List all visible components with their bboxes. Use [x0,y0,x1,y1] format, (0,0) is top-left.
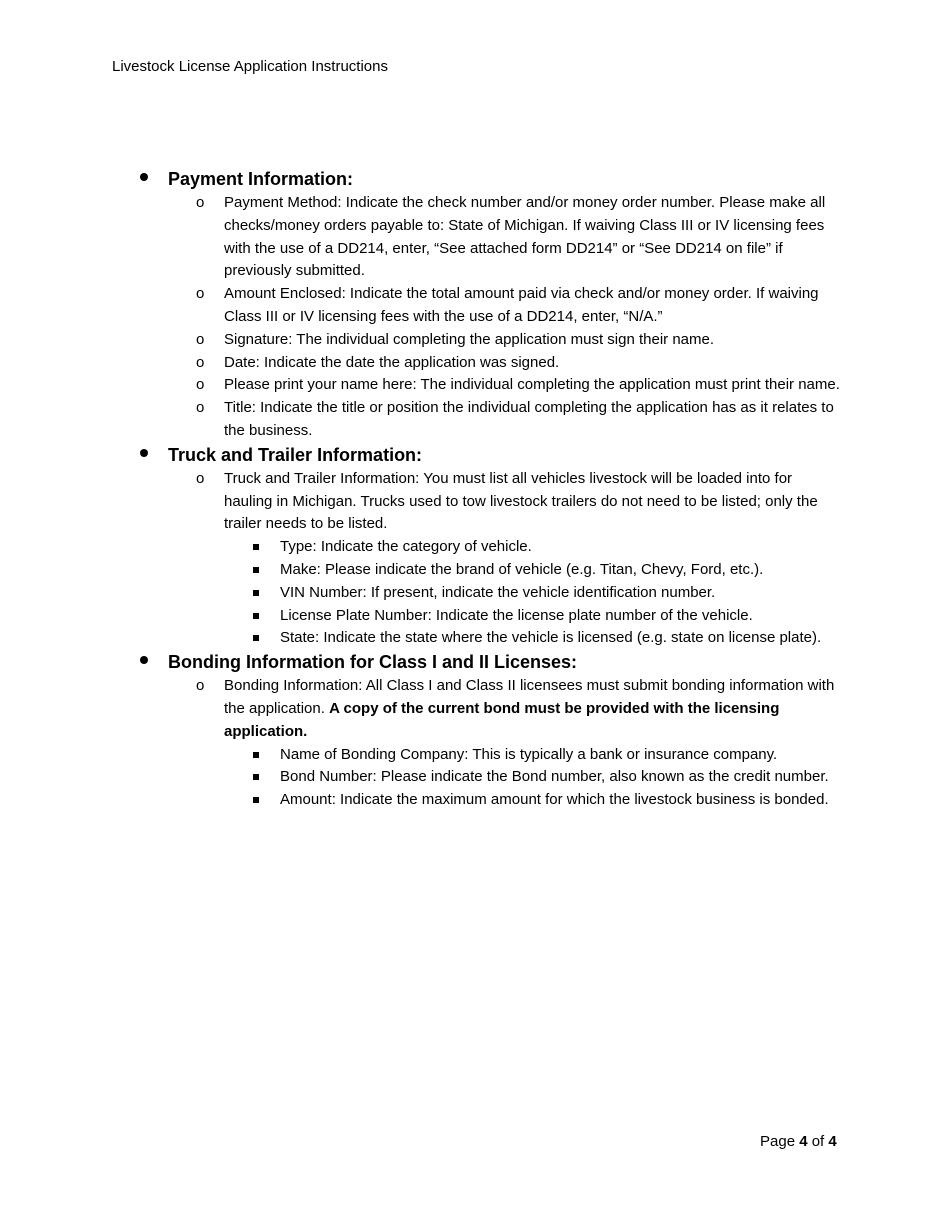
sub-list-item-text: Bond Number: Please indicate the Bond number, also known as the credit number. [280,768,829,786]
bullet-disc-icon [140,173,148,181]
list-item [196,352,844,375]
section-title: Bonding Information for Class I and II Licenses: [168,652,578,673]
page-header: Livestock License Application Instructions [112,58,388,75]
section-heading [0,167,950,192]
sub-list-item [280,789,844,812]
bond-copy-requirement: A copy of the current bond must be provided with the licensing application. [224,699,780,740]
bullet-square-icon [253,797,259,803]
bullet-square-icon [253,544,259,550]
list-item [196,468,844,536]
bullet-circle-icon: o [196,194,205,211]
sub-list-item-text: License Plate Number: Indicate the license plate number of the vehicle. [280,606,753,624]
page-total: 4 [828,1133,837,1150]
sub-list-item [280,559,844,582]
section-payment-information [0,167,950,443]
bullet-circle-icon: o [196,285,205,303]
sub-list-item-text: Amount: Indicate the maximum amount for which the livestock business is bonded. [280,791,829,809]
list-item [196,374,844,397]
bullet-circle-icon: o [196,376,205,394]
sub-list-item [280,582,844,605]
sub-list-item-text: Make: Please indicate the brand of vehicle (e.g. Titan, Chevy, Ford, etc.). [280,560,764,578]
bullet-circle-icon: o [196,677,205,695]
list-item-text: Date: Indicate the date the application was signed. [224,353,560,371]
sub-list-item-text: Type: Indicate the category of vehicle. [280,538,532,556]
section-title: Truck and Trailer Information: [168,444,423,465]
list-item [196,283,844,329]
sub-list-item [280,536,844,559]
list-item-text: Title: Indicate the title or position the individual completing the application has as it relates to the business. [224,399,834,439]
list-item [196,675,844,743]
list-item-text: Payment Method: Indicate the check number and/or money order number. Please make all checks/money orders payable to: State of Michigan. If waiving Class III or IV licensing fees with the use of a DD214, enter, “See attached form DD214” or “See DD214 on file” if previously submitted. [224,194,826,280]
sub-list-item-text: VIN Number: If present, indicate the vehicle identification number. [280,583,716,601]
sub-list-item-text: State: Indicate the state where the vehicle is licensed (e.g. state on license plate). [280,629,822,647]
list-item-text: Amount Enclosed: Indicate the total amount paid via check and/or money order. If waiving Class III or IV licensing fees with the use of a DD214, enter, “N/A.” [224,285,819,325]
page-current: 4 [799,1133,808,1150]
section-truck-trailer-information [0,443,950,650]
bullet-square-icon [253,752,259,758]
bullet-circle-icon: o [196,469,205,487]
list-item-text: Please print your name here: The individual completing the application must print their name. [224,376,840,394]
bullet-disc-icon [140,449,148,457]
section-title: Payment Information: [168,169,354,189]
bullet-square-icon [253,590,259,596]
list-item [196,329,844,352]
bullet-square-icon [253,613,259,619]
section-heading [0,443,950,468]
bullet-square-icon [253,567,259,573]
list-item-text: Signature: The individual completing the application must sign their name. [224,330,715,348]
document-body [0,167,950,812]
page-number [760,1132,837,1152]
list-item [196,192,844,283]
bullet-square-icon [253,774,259,780]
bullet-square-icon [253,635,259,641]
sub-list-item [280,605,844,628]
sub-list-item-text: Name of Bonding Company: This is typically a bank or insurance company. [280,745,778,763]
list-item-text: Bonding Information: All Class I and Class II licensees must submit bonding information with the application. [224,677,835,717]
section-heading [0,650,950,675]
page-label: Page [760,1133,800,1150]
bullet-circle-icon: o [196,330,205,348]
section-bonding-information [0,650,950,812]
bullet-circle-icon: o [196,399,205,417]
bullet-disc-icon [140,656,148,664]
list-item [196,397,844,443]
sub-list-item [280,744,844,767]
bullet-circle-icon: o [196,353,205,371]
sub-list-item [280,627,844,650]
page-of: of [807,1133,829,1150]
list-item-text: Truck and Trailer Information: You must list all vehicles livestock will be loaded into for hauling in Michigan. Trucks used to tow livestock trailers do not need to be listed; only the trailer needs to be listed. [224,469,818,533]
sub-list-item [280,766,844,789]
